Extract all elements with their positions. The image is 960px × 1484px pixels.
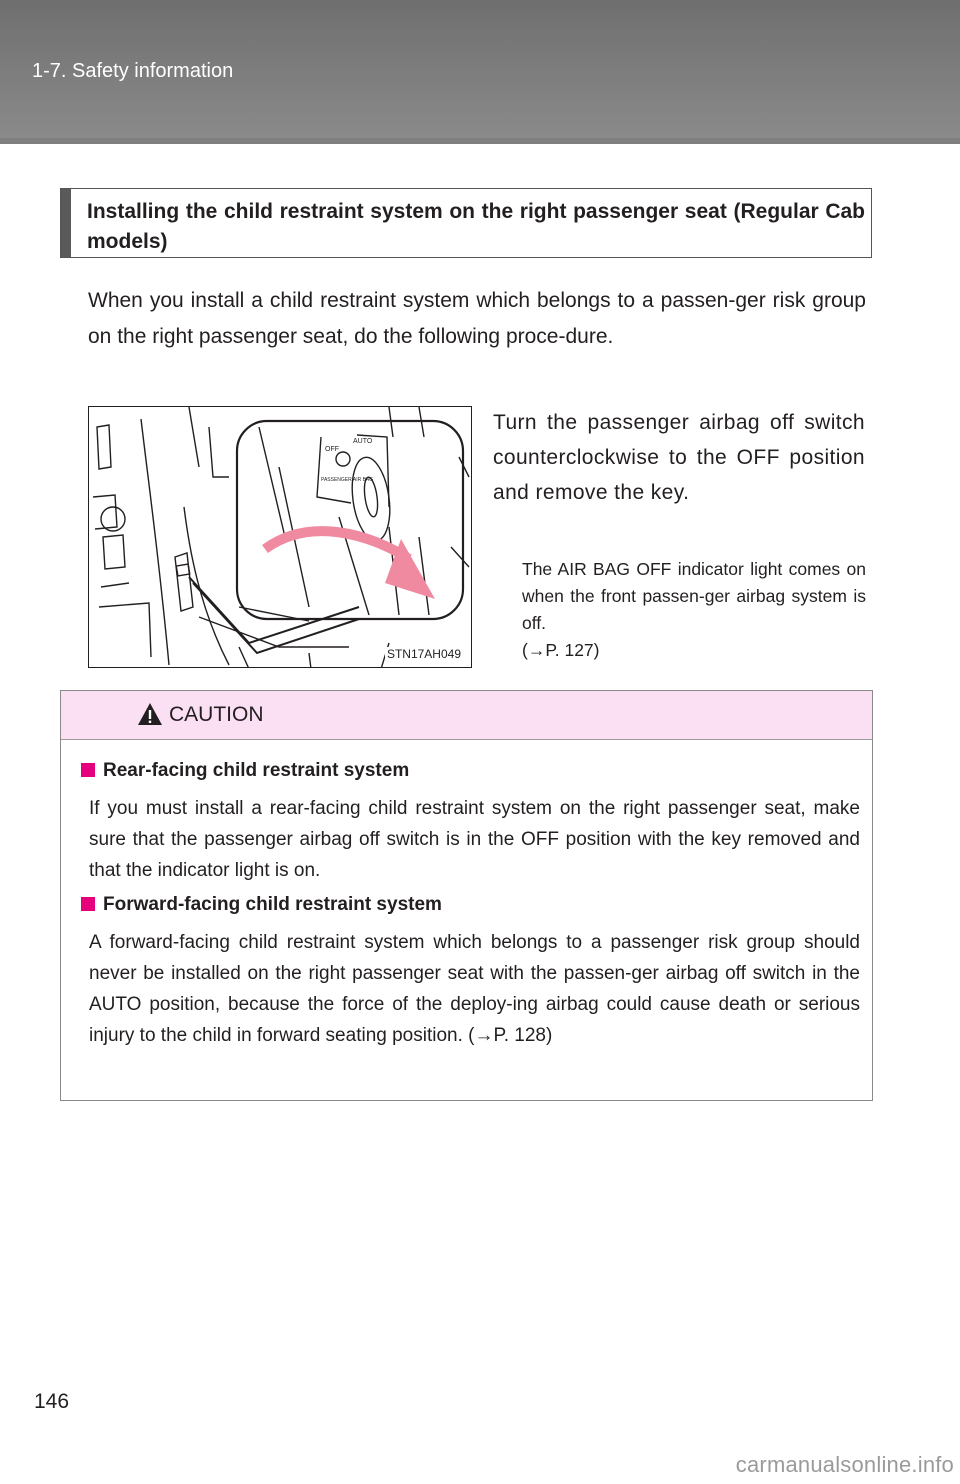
airbag-switch-illustration	[88, 406, 472, 668]
heading-accent-bar	[61, 189, 71, 257]
page-header-band	[0, 0, 960, 144]
section-heading: Installing the child restraint system on the right passenger seat (Regular Cab models)	[87, 200, 865, 253]
warning-icon	[137, 702, 163, 726]
switch-name-label: PASSENGER AIR BAG	[321, 477, 374, 483]
caution-item-heading: Forward-facing child restraint system	[81, 891, 860, 919]
caution-item-heading: Rear-facing child restraint system	[81, 757, 860, 785]
step-note-text: The AIR BAG OFF indicator light comes on when the front passen-ger airbag system is off.	[522, 559, 866, 633]
figure-code: STN17AH049	[386, 647, 461, 661]
caution-title: CAUTION	[169, 703, 264, 726]
section-label: 1-7. Safety information	[32, 60, 234, 82]
dashboard-drawing	[89, 407, 472, 668]
section-heading-box	[60, 188, 872, 258]
caution-header	[61, 691, 872, 740]
caution-item-body: If you must install a rear-facing child restraint system on the right passenger seat, make sure that the passenger airbag off switch is in the OFF position with the key removed and that the indicator light is on.	[89, 798, 860, 881]
intro-paragraph: When you install a child restraint system which belongs to a passen-ger risk group on the right passenger seat, do the following proce-dure.	[88, 289, 866, 348]
caution-item-body: A forward-facing child restraint system which belongs to a passenger risk group should never be installed on the right passenger seat with the passen-ger airbag off switch in the AUTO position, because the force of the deploy-ing airbag could cause death or serious injury to the child in forward seating position. (→P. 128)	[89, 932, 860, 1046]
page-number: 146	[34, 1390, 70, 1413]
switch-off-label: OFF	[325, 446, 339, 453]
step-instruction: Turn the passenger airbag off switch counterclockwise to the OFF position and remove the key.	[493, 411, 865, 504]
caution-box	[60, 690, 873, 1101]
step-note-ref: (→P. 127)	[522, 640, 600, 660]
step-note	[522, 556, 866, 664]
square-bullet-icon	[81, 897, 95, 911]
watermark: carmanualsonline.info	[735, 1452, 954, 1477]
counterclockwise-arrow	[265, 531, 409, 559]
switch-auto-label: AUTO	[353, 438, 373, 445]
square-bullet-icon	[81, 763, 95, 777]
